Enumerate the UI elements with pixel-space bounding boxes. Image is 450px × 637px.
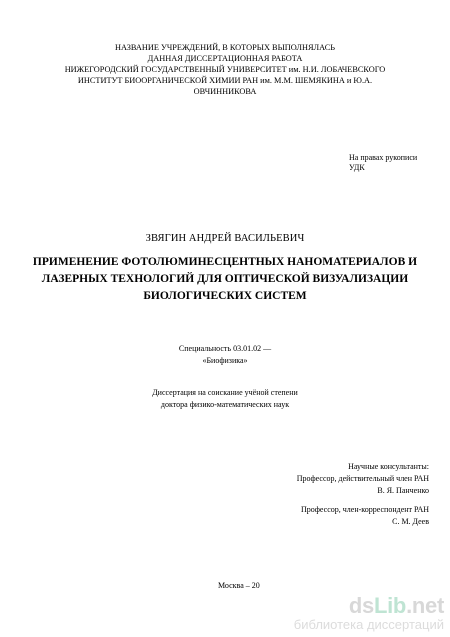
thesis-title-line-3: БИОЛОГИЧЕСКИХ СИСТЕМ <box>143 290 307 302</box>
consultant-2-title: Профессор, член-корреспондент РАН <box>300 505 429 514</box>
city-year: Москва – 20 <box>218 581 260 590</box>
institution-line-5: ОВЧИННИКОВА <box>193 87 257 96</box>
consultant-1-title: Профессор, действительный член РАН <box>296 474 429 483</box>
thesis-title-line-1: ПРИМЕНЕНИЕ ФОТОЛЮМИНЕСЦЕНТНЫХ НАНОМАТЕРИАЛОВ И <box>32 256 418 268</box>
dslib-watermark <box>294 595 444 631</box>
institution-line-3: НИЖЕГОРОДСКИЙ ГОСУДАРСТВЕННЫЙ УНИВЕРСИТЕТ им. Н.И. ЛОБАЧЕВСКОГО <box>64 65 386 74</box>
specialty-name: «Биофизика» <box>202 356 248 365</box>
thesis-title-line-2: ЛАЗЕРНЫХ ТЕХНОЛОГИЙ ДЛЯ ОПТИЧЕСКОЙ ВИЗУАЛИЗАЦИИ <box>41 273 409 285</box>
dslib-subtitle: библиотека диссертаций <box>293 617 444 632</box>
dslib-logo: dsLib.net <box>348 593 444 618</box>
degree-line-2: доктора физико-математических наук <box>160 400 290 409</box>
consultants-heading: Научные консультанты: <box>348 462 429 471</box>
institution-line-4: ИНСТИТУТ БИООРГАНИЧЕСКОЙ ХИМИИ РАН им. М.М. ШЕМЯКИНА и Ю.А. <box>77 76 373 85</box>
manuscript-rights: На правах рукописи <box>349 153 418 162</box>
specialty-code: Специальность 03.01.02 — <box>178 344 272 353</box>
institution-line-2: ДАННАЯ ДИССЕРТАЦИОННАЯ РАБОТА <box>147 54 303 63</box>
udc-label: УДК <box>349 163 365 172</box>
consultant-1-name: В. Я. Панченко <box>377 486 429 495</box>
degree-line-1: Диссертация на соискание учёной степени <box>152 388 298 397</box>
institution-line-1: НАЗВАНИЕ УЧРЕЖДЕНИЙ, В КОТОРЫХ ВЫПОЛНЯЛАСЬ <box>114 43 336 52</box>
author-name: ЗВЯГИН АНДРЕЙ ВАСИЛЬЕВИЧ <box>145 233 305 244</box>
consultant-2-name: С. М. Деев <box>392 517 429 526</box>
